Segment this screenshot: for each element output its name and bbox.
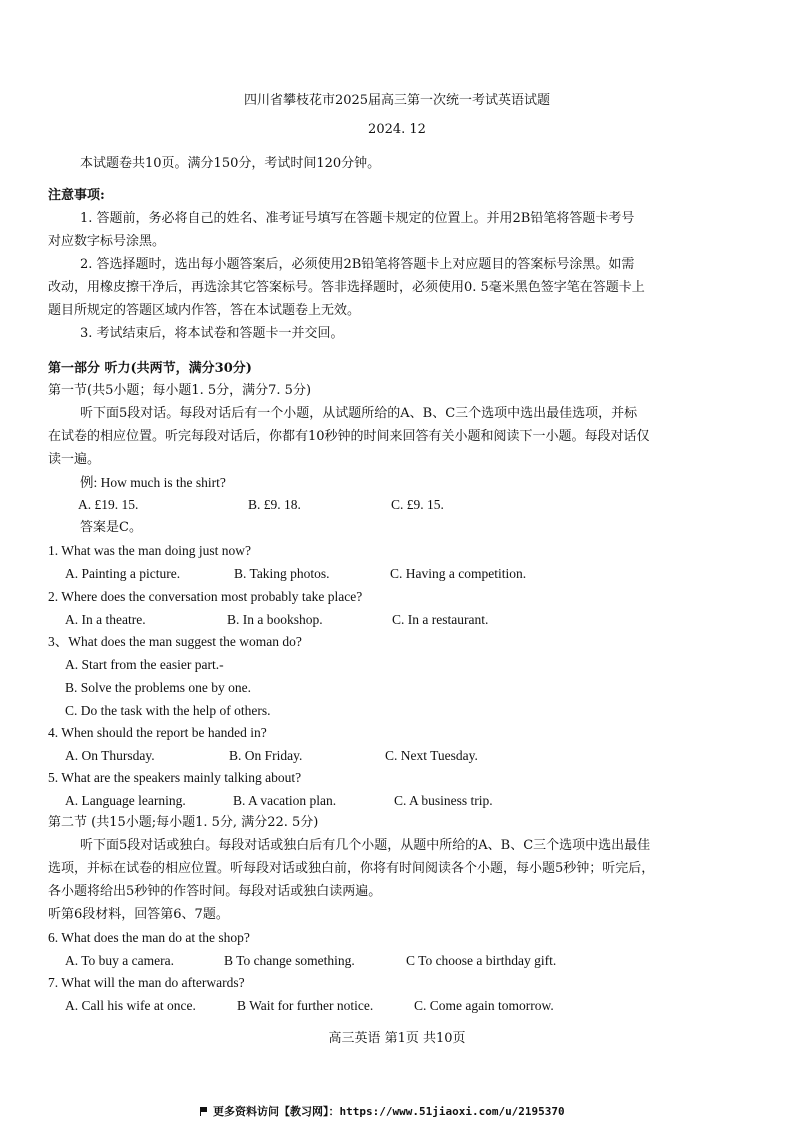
- question-3-option-b: B. Solve the problems one by one.: [65, 680, 251, 695]
- question-2: 2. Where does the conversation most probably take place?: [48, 589, 363, 604]
- page-footer: 高三英语 第1页 共10页: [328, 1031, 466, 1046]
- flag-icon: [200, 1107, 208, 1116]
- document-date: 2024. 12: [368, 122, 426, 137]
- question-3-option-c: C. Do the task with the help of others.: [65, 703, 271, 718]
- question-7: 7. What will the man do afterwards?: [48, 975, 245, 990]
- promo-link[interactable]: [200, 1106, 565, 1117]
- question-4: 4. When should the report be handed in?: [48, 725, 267, 740]
- question-2-option-c: C. In a restaurant.: [392, 612, 489, 627]
- question-2-option-a: A. In a theatre.: [65, 612, 146, 627]
- question-1: 1. What was the man doing just now?: [48, 543, 251, 558]
- section1-instruction: 读一遍。: [48, 452, 101, 467]
- notice-line: 改动，用橡皮擦干净后，再选涂其它答案标号。答非选择题时，必须使用0. 5毫米黑色签字笔在答题卡上: [48, 280, 645, 295]
- example-option-b: B. £9. 18.: [248, 497, 301, 512]
- question-3-option-a: A. Start from the easier part.-: [65, 657, 224, 672]
- section1-heading: 第一节(共5小题；每小题1. 5分，满分7. 5分): [48, 383, 312, 398]
- example-question: 例: How much is the shirt?: [80, 475, 226, 490]
- question-4-option-a: A. On Thursday.: [65, 748, 155, 763]
- question-5-option-b: B. A vacation plan.: [233, 793, 337, 808]
- notice-line: 2. 答选择题时，选出每小题答案后，必须使用2B铅笔将答题卡上对应题目的答案标号涂黑。如需: [80, 257, 635, 272]
- notice-line: 对应数字标号涂黑。: [48, 234, 166, 249]
- question-5: 5. What are the speakers mainly talking about?: [48, 770, 302, 785]
- notice-line: 题目所规定的答题区域内作答，答在本试题卷上无效。: [48, 303, 361, 318]
- section2-heading: 第二节 (共15小题;每小题1. 5分, 满分22. 5分): [48, 815, 319, 830]
- notice-heading: 注意事项:: [48, 188, 105, 203]
- question-6-option-b: B To change something.: [224, 953, 355, 968]
- question-1-option-a: A. Painting a picture.: [65, 566, 181, 581]
- question-1-option-b: B. Taking photos.: [234, 566, 330, 581]
- question-7-option-b: B Wait for further notice.: [237, 998, 374, 1013]
- promo-text[interactable]: 更多资料访问【教习网】：https://www.51jiaoxi.com/u/2195370: [213, 1105, 565, 1118]
- question-4-option-b: B. On Friday.: [229, 748, 303, 763]
- example-answer: 答案是C。: [80, 520, 142, 535]
- section1-instruction: 听下面5段对话。每段对话后有一个小题，从试题所给的A、B、C三个选项中选出最佳选项，并标: [80, 406, 638, 421]
- example-option-a: A. £19. 15.: [78, 497, 139, 512]
- question-1-option-c: C. Having a competition.: [390, 566, 527, 581]
- question-6: 6. What does the man do at the shop?: [48, 930, 250, 945]
- section2-instruction: 听下面5段对话或独白。每段对话或独白后有几个小题，从题中所给的A、B、C三个选项中选出最佳: [80, 838, 651, 853]
- notice-line: 1. 答题前，务必将自己的姓名、准考证号填写在答题卡规定的位置上。并用2B铅笔将答题卡考号: [80, 211, 635, 226]
- section2-instruction: 选项，并标在试卷的相应位置。听每段对话或独白前，你将有时间阅读各个小题，每小题5秒钟；听完后，: [48, 861, 655, 876]
- part1-heading: 第一部分 听力(共两节，满分30分): [48, 361, 252, 376]
- section2-material: 听第6段材料，回答第6、7题。: [48, 907, 229, 922]
- question-6-option-a: A. To buy a camera.: [65, 953, 175, 968]
- question-5-option-a: A. Language learning.: [65, 793, 186, 808]
- section1-instruction: 在试卷的相应位置。听完每段对话后，你都有10秒钟的时间来回答有关小题和阅读下一小题。每段对话仅: [48, 429, 650, 444]
- question-5-option-c: C. A business trip.: [394, 793, 493, 808]
- notice-line: 3. 考试结束后，将本试卷和答题卡一并交回。: [80, 326, 344, 341]
- section2-instruction: 各小题将给出5秒钟的作答时间。每段对话或独白读两遍。: [48, 884, 382, 899]
- intro-text: 本试题卷共10页。满分150分，考试时间120分钟。: [80, 156, 381, 171]
- question-6-option-c: C To choose a birthday gift.: [406, 953, 557, 968]
- question-2-option-b: B. In a bookshop.: [227, 612, 323, 627]
- question-7-option-c: C. Come again tomorrow.: [414, 998, 554, 1013]
- question-7-option-a: A. Call his wife at once.: [65, 998, 196, 1013]
- document-title: 四川省攀枝花市2025届高三第一次统一考试英语试题: [243, 93, 551, 108]
- question-4-option-c: C. Next Tuesday.: [385, 748, 478, 763]
- question-3: 3、What does the man suggest the woman do?: [48, 634, 302, 649]
- example-option-c: C. £9. 15.: [391, 497, 444, 512]
